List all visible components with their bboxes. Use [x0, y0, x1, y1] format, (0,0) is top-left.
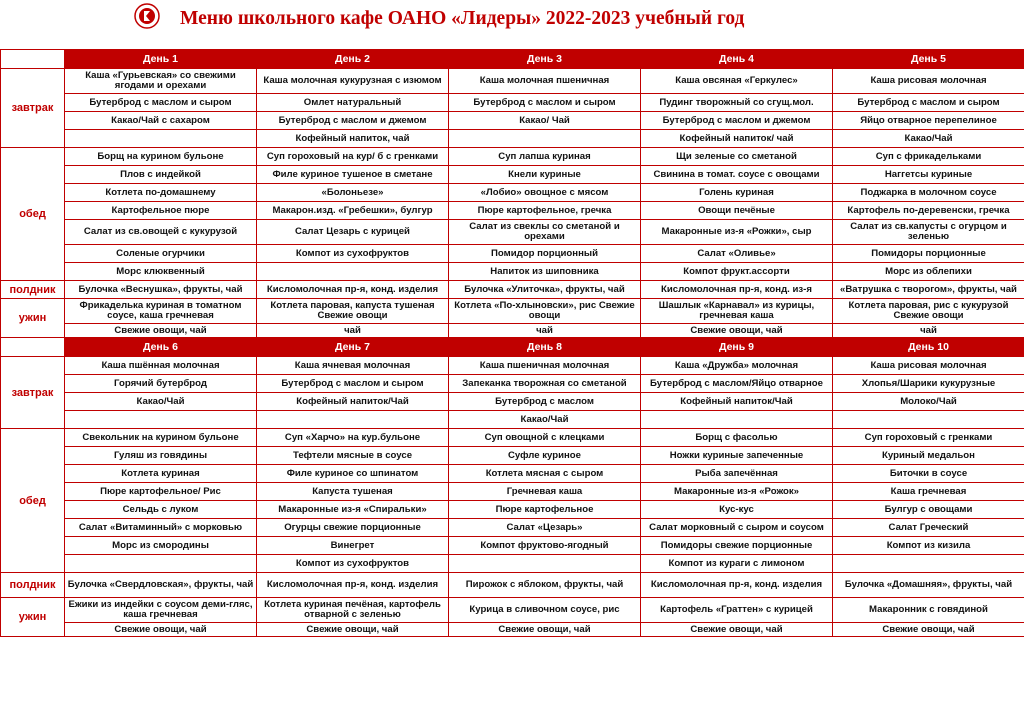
- lunch-item: Овощи печёные: [641, 202, 833, 220]
- corner-cell: [1, 338, 65, 357]
- lunch-item: Салат Цезарь с курицей: [257, 220, 449, 245]
- lunch-item: Винегрет: [257, 537, 449, 555]
- dinner-item: Свежие овощи, чай: [641, 623, 833, 637]
- lunch-item: Борщ на курином бульоне: [65, 148, 257, 166]
- lunch-item: Салат «Цезарь»: [449, 519, 641, 537]
- meal-label-text: ужин: [18, 611, 47, 623]
- meal-label-dinner: [1, 598, 65, 637]
- breakfast-item: Бутерброд с маслом и сыром: [65, 94, 257, 112]
- lunch-item: «Болоньезе»: [257, 184, 449, 202]
- lunch-item: Булгур с овощами: [833, 501, 1024, 519]
- snack-item: Булочка «Домашняя», фрукты, чай: [833, 573, 1024, 598]
- snack-item: Пирожок с яблоком, фрукты, чай: [449, 573, 641, 598]
- lunch-item: Капуста тушеная: [257, 483, 449, 501]
- lunch-item: Помидоры порционные: [833, 245, 1024, 263]
- lunch-item: Салат морковный с сыром и соусом: [641, 519, 833, 537]
- breakfast-item: [641, 411, 833, 429]
- lunch-item: Салат «Витаминный» с морковью: [65, 519, 257, 537]
- day-header: День 8: [449, 338, 641, 357]
- dinner-item: Котлета паровая, капуста тушеная Свежие овощи: [257, 299, 449, 324]
- lunch-item: Каша гречневая: [833, 483, 1024, 501]
- breakfast-item: Каша ячневая молочная: [257, 357, 449, 375]
- day-header: День 1: [65, 50, 257, 69]
- breakfast-item: Яйцо отварное перепелиное: [833, 112, 1024, 130]
- leaders-logo-icon: [134, 3, 160, 29]
- lunch-item: Биточки в соусе: [833, 465, 1024, 483]
- dinner-item: Макаронник с говядиной: [833, 598, 1024, 623]
- lunch-item: Морс клюквенный: [65, 263, 257, 281]
- dinner-item: Свежие овощи, чай: [65, 324, 257, 338]
- breakfast-item: Бутерброд с маслом/Яйцо отварное: [641, 375, 833, 393]
- lunch-item: Сельдь с луком: [65, 501, 257, 519]
- lunch-item: Кнели куриные: [449, 166, 641, 184]
- meal-label-lunch: [1, 429, 65, 573]
- dinner-item: Картофель «Граттен» с курицей: [641, 598, 833, 623]
- day-header: День 6: [65, 338, 257, 357]
- lunch-item: Котлета мясная с сыром: [449, 465, 641, 483]
- day-header: День 10: [833, 338, 1024, 357]
- breakfast-item: Бутерброд с маслом и джемом: [641, 112, 833, 130]
- meal-label-breakfast: [1, 357, 65, 429]
- breakfast-item: Бутерброд с маслом и сыром: [257, 375, 449, 393]
- breakfast-item: Каша «Гурьевская» со свежими ягодами и орехами: [65, 69, 257, 94]
- dinner-item: Фрикаделька куриная в томатном соусе, каша гречневая: [65, 299, 257, 324]
- breakfast-item: Какао/Чай: [449, 411, 641, 429]
- lunch-item: Ножки куриные запеченные: [641, 447, 833, 465]
- lunch-item: [833, 555, 1024, 573]
- lunch-item: Суп с фрикадельками: [833, 148, 1024, 166]
- dinner-item: Котлета паровая, рис с кукурузой Свежие овощи: [833, 299, 1024, 324]
- lunch-item: Борщ с фасолью: [641, 429, 833, 447]
- lunch-item: Гуляш из говядины: [65, 447, 257, 465]
- breakfast-item: Бутерброд с маслом: [449, 393, 641, 411]
- lunch-item: Котлета по-домашнему: [65, 184, 257, 202]
- snack-item: Кисломолочная пр-я, конд. изделия: [641, 573, 833, 598]
- lunch-item: Компот из сухофруктов: [257, 245, 449, 263]
- breakfast-item: Пудинг творожный со сгущ.мол.: [641, 94, 833, 112]
- lunch-item: [65, 555, 257, 573]
- meal-label-lunch: [1, 148, 65, 281]
- lunch-item: Суфле куриное: [449, 447, 641, 465]
- meal-label-breakfast: [1, 69, 65, 148]
- day-header: День 5: [833, 50, 1024, 69]
- dinner-item: Котлета куриная печёная, картофель отварной с зеленью: [257, 598, 449, 623]
- dinner-item: Свежие овощи, чай: [833, 623, 1024, 637]
- lunch-item: Салат «Оливье»: [641, 245, 833, 263]
- dinner-item: Ежики из индейки с соусом деми-гляс, каша гречневая: [65, 598, 257, 623]
- lunch-item: Компот фруктово-ягодный: [449, 537, 641, 555]
- breakfast-item: Кофейный напиток/ чай: [641, 130, 833, 148]
- breakfast-item: [257, 411, 449, 429]
- breakfast-item: [65, 411, 257, 429]
- breakfast-item: Какао/Чай: [65, 393, 257, 411]
- lunch-item: Поджарка в молочном соусе: [833, 184, 1024, 202]
- breakfast-item: Омлет натуральный: [257, 94, 449, 112]
- corner-cell: [1, 50, 65, 69]
- breakfast-item: Каша молочная кукурузная с изюмом: [257, 69, 449, 94]
- lunch-item: Компот из кизила: [833, 537, 1024, 555]
- meal-label-dinner: [1, 299, 65, 338]
- lunch-item: Макаронные из-я «Спиральки»: [257, 501, 449, 519]
- breakfast-item: Горячий бутерброд: [65, 375, 257, 393]
- lunch-item: Кус-кус: [641, 501, 833, 519]
- lunch-item: «Лобио» овощное с мясом: [449, 184, 641, 202]
- lunch-item: Пюре картофельное, гречка: [449, 202, 641, 220]
- lunch-item: Голень куриная: [641, 184, 833, 202]
- snack-item: Булочка «Свердловская», фрукты, чай: [65, 573, 257, 598]
- lunch-item: Филе куриное тушеное в сметане: [257, 166, 449, 184]
- dinner-item: чай: [449, 324, 641, 338]
- day-header: День 9: [641, 338, 833, 357]
- breakfast-item: Какао/Чай: [833, 130, 1024, 148]
- lunch-item: Картофельное пюре: [65, 202, 257, 220]
- lunch-item: Компот фрукт.ассорти: [641, 263, 833, 281]
- meal-label-text: ужин: [18, 312, 47, 324]
- breakfast-item: Хлопья/Шарики кукурузные: [833, 375, 1024, 393]
- lunch-item: Плов с индейкой: [65, 166, 257, 184]
- lunch-item: [257, 263, 449, 281]
- breakfast-item: Бутерброд с маслом и сыром: [449, 94, 641, 112]
- lunch-item: Морс из облепихи: [833, 263, 1024, 281]
- day-header: День 4: [641, 50, 833, 69]
- meal-label-text: полдник: [9, 283, 56, 296]
- meal-label-text: завтрак: [11, 386, 54, 399]
- lunch-item: Морс из смородины: [65, 537, 257, 555]
- lunch-item: Свинина в томат. соусе с овощами: [641, 166, 833, 184]
- lunch-item: Компот из кураги с лимоном: [641, 555, 833, 573]
- lunch-item: Помидор порционный: [449, 245, 641, 263]
- dinner-item: чай: [257, 324, 449, 338]
- snack-item: Кисломолочная пр-я, конд. из-я: [641, 281, 833, 299]
- snack-item: Кисломолочная пр-я, конд. изделия: [257, 573, 449, 598]
- lunch-item: Суп гороховый на кур/ б с гренками: [257, 148, 449, 166]
- breakfast-item: Каша рисовая молочная: [833, 357, 1024, 375]
- meal-label-text: обед: [19, 494, 46, 507]
- lunch-item: Филе куриное со шпинатом: [257, 465, 449, 483]
- breakfast-item: Молоко/Чай: [833, 393, 1024, 411]
- day-header: День 3: [449, 50, 641, 69]
- breakfast-item: Запеканка творожная со сметаной: [449, 375, 641, 393]
- dinner-item: Курица в сливочном соусе, рис: [449, 598, 641, 623]
- lunch-item: Макаронные из-я «Рожок»: [641, 483, 833, 501]
- dinner-item: Свежие овощи, чай: [641, 324, 833, 338]
- lunch-item: Наггетсы куриные: [833, 166, 1024, 184]
- meal-label-snack: [1, 281, 65, 299]
- lunch-item: Тефтели мясные в соусе: [257, 447, 449, 465]
- lunch-item: Напиток из шиповника: [449, 263, 641, 281]
- breakfast-item: Бутерброд с маслом и джемом: [257, 112, 449, 130]
- snack-item: Булочка «Улиточка», фрукты, чай: [449, 281, 641, 299]
- lunch-item: Щи зеленые со сметаной: [641, 148, 833, 166]
- lunch-item: Котлета куриная: [65, 465, 257, 483]
- lunch-item: Суп «Харчо» на кур.бульоне: [257, 429, 449, 447]
- lunch-item: [449, 555, 641, 573]
- lunch-item: Салат из свеклы со сметаной и орехами: [449, 220, 641, 245]
- day-header: День 7: [257, 338, 449, 357]
- breakfast-item: Каша молочная пшеничная: [449, 69, 641, 94]
- page-title: Меню школьного кафе ОАНО «Лидеры» 2022-2023 учебный год: [180, 8, 745, 29]
- menu-table: [0, 49, 1024, 637]
- meal-label-text: полдник: [9, 579, 56, 591]
- snack-item: «Ватрушка с творогом», фрукты, чай: [833, 281, 1024, 299]
- lunch-item: Гречневая каша: [449, 483, 641, 501]
- lunch-item: Картофель по-деревенски, гречка: [833, 202, 1024, 220]
- lunch-item: Суп лапша куриная: [449, 148, 641, 166]
- lunch-item: Салат из св.капусты с огурцом и зеленью: [833, 220, 1024, 245]
- page-header: [0, 0, 1024, 46]
- breakfast-item: Бутерброд с маслом и сыром: [833, 94, 1024, 112]
- dinner-item: Свежие овощи, чай: [65, 623, 257, 637]
- meal-label-snack: [1, 573, 65, 598]
- lunch-item: Суп овощной с клецками: [449, 429, 641, 447]
- snack-item: Булочка «Веснушка», фрукты, чай: [65, 281, 257, 299]
- lunch-item: Свекольник на курином бульоне: [65, 429, 257, 447]
- lunch-item: Куриный медальон: [833, 447, 1024, 465]
- lunch-item: Компот из сухофруктов: [257, 555, 449, 573]
- lunch-item: Рыба запечённая: [641, 465, 833, 483]
- lunch-item: Макарон.изд. «Гребешки», булгур: [257, 202, 449, 220]
- breakfast-item: Какао/ Чай: [449, 112, 641, 130]
- dinner-item: Котлета «По-хлыновски», рис Свежие овощи: [449, 299, 641, 324]
- meal-label-text: завтрак: [11, 102, 54, 114]
- lunch-item: Соленые огурчики: [65, 245, 257, 263]
- breakfast-item: Кофейный напиток/Чай: [641, 393, 833, 411]
- breakfast-item: [449, 130, 641, 148]
- dinner-item: Свежие овощи, чай: [449, 623, 641, 637]
- breakfast-item: Кофейный напиток, чай: [257, 130, 449, 148]
- breakfast-item: [65, 130, 257, 148]
- snack-item: Кисломолочная пр-я, конд. изделия: [257, 281, 449, 299]
- breakfast-item: Какао/Чай с сахаром: [65, 112, 257, 130]
- lunch-item: Пюре картофельное/ Рис: [65, 483, 257, 501]
- lunch-item: Огурцы свежие порционные: [257, 519, 449, 537]
- breakfast-item: Каша рисовая молочная: [833, 69, 1024, 94]
- dinner-item: чай: [833, 324, 1024, 338]
- lunch-item: Помидоры свежие порционные: [641, 537, 833, 555]
- meal-label-text: обед: [19, 208, 46, 220]
- day-header: День 2: [257, 50, 449, 69]
- breakfast-item: [833, 411, 1024, 429]
- lunch-item: Суп гороховый с гренками: [833, 429, 1024, 447]
- breakfast-item: Каша овсяная «Геркулес»: [641, 69, 833, 94]
- dinner-item: Свежие овощи, чай: [257, 623, 449, 637]
- lunch-item: Макаронные из-я «Рожки», сыр: [641, 220, 833, 245]
- lunch-item: Пюре картофельное: [449, 501, 641, 519]
- breakfast-item: Кофейный напиток/Чай: [257, 393, 449, 411]
- breakfast-item: Каша пшённая молочная: [65, 357, 257, 375]
- dinner-item: Шашлык «Карнавал» из курицы, гречневая каша: [641, 299, 833, 324]
- lunch-item: Салат из св.овощей с кукурузой: [65, 220, 257, 245]
- breakfast-item: Каша пшеничная молочная: [449, 357, 641, 375]
- breakfast-item: Каша «Дружба» молочная: [641, 357, 833, 375]
- lunch-item: Салат Греческий: [833, 519, 1024, 537]
